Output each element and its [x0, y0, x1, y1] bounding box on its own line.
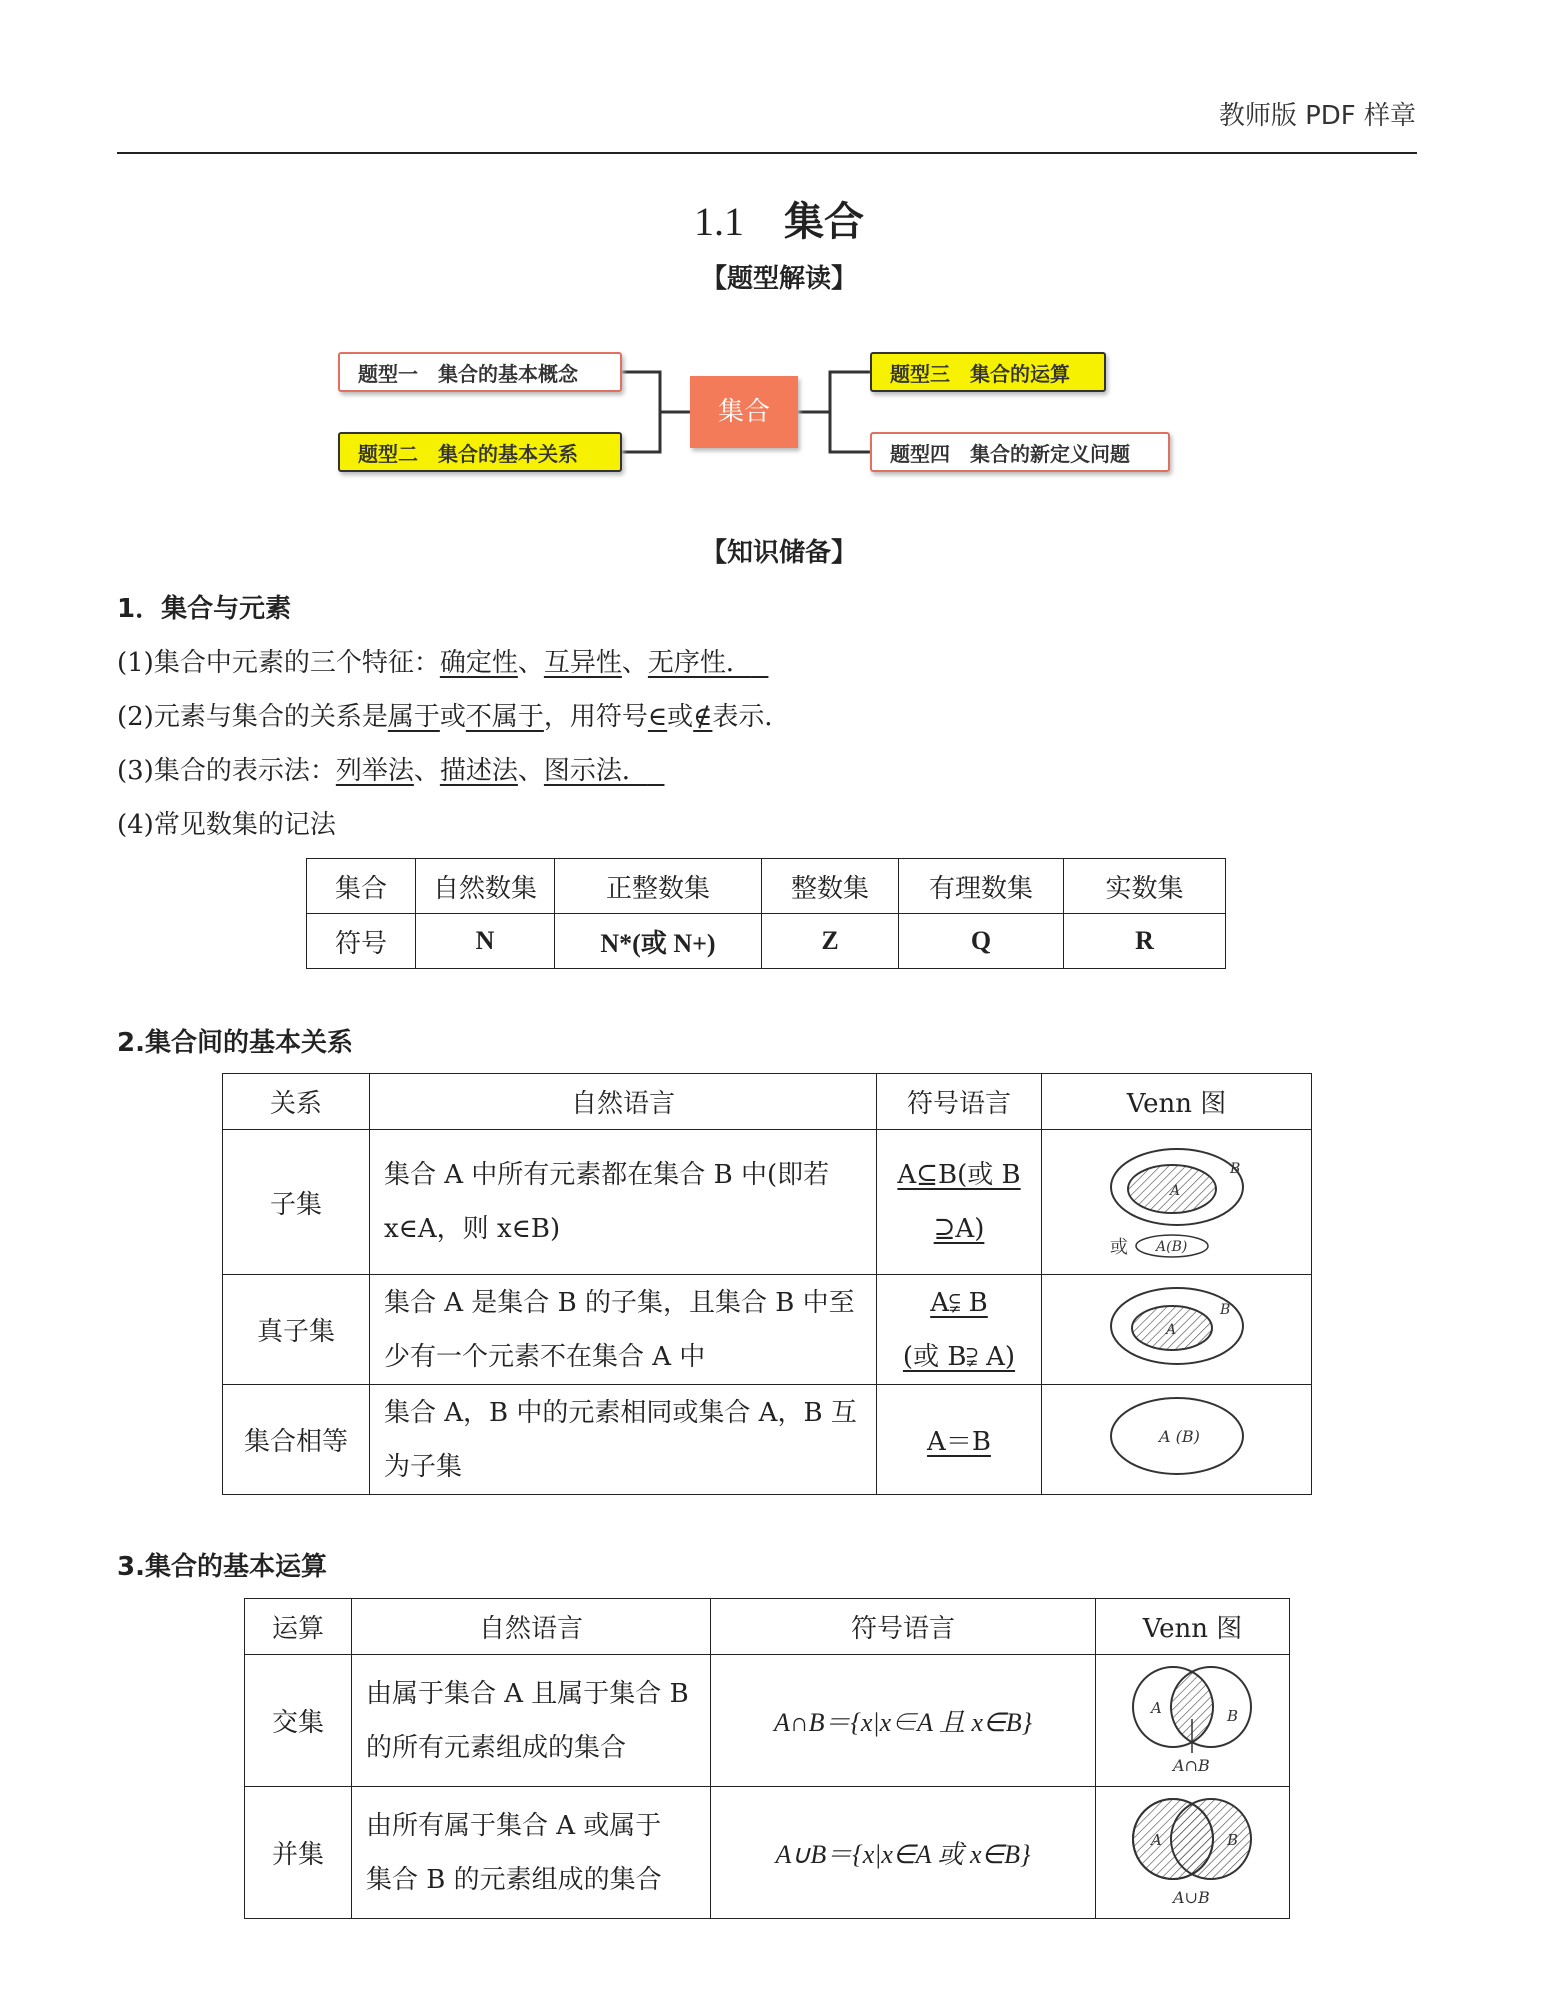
part1-line-3: (3)集合的表示法：列举法、描述法、图示法．	[117, 756, 648, 786]
part1-line-1: (1)集合中元素的三个特征：确定性、互异性、无序性．	[117, 648, 752, 678]
header-stamp: 教师版 PDF 样章	[1218, 101, 1416, 131]
table-row: 并集 由所有属于集合 A 或属于 集合 B 的元素组成的集合 A∪B＝{x|x∈A 或 x∈B} A B A∪B	[245, 1787, 1290, 1919]
part1-line-4: (4)常见数集的记法	[117, 810, 336, 840]
svg-text:B: B	[1229, 1160, 1240, 1177]
svg-text:A (B): A (B)	[1158, 1427, 1200, 1446]
mindmap-type-2: 题型二 集合的基本关系	[338, 432, 622, 472]
svg-text:A: A	[1150, 1831, 1162, 1849]
svg-text:A: A	[1165, 1322, 1176, 1338]
mindmap-type-3: 题型三 集合的运算	[870, 352, 1106, 392]
svg-text:B: B	[1226, 1831, 1238, 1849]
relations-table: 关系 自然语言 符号语言 Venn 图 子集 集合 A 中所有元素都在集合 B 中(即若 x∈A，则 x∈B) A⊆B(或 B ⊇A) A B 或 A(B) 真子集 集合 A 是集合 B 的子集，且集合 B 中至 少有一个元素不在集合 A 中 A⫋ B (或 B⫌ A) A B 集合相等 集合 A，B 中的元素相同或集合 A，B 互 为子集 A＝B A (B)	[222, 1073, 1312, 1495]
table-row: 真子集 集合 A 是集合 B 的子集，且集合 B 中至 少有一个元素不在集合 A 中 A⫋ B (或 B⫌ A) A B	[223, 1275, 1312, 1385]
table-row: 集合相等 集合 A，B 中的元素相同或集合 A，B 互 为子集 A＝B A (B)	[223, 1385, 1312, 1495]
table-row: 子集 集合 A 中所有元素都在集合 B 中(即若 x∈A，则 x∈B) A⊆B(或 B ⊇A) A B 或 A(B)	[223, 1130, 1312, 1275]
operations-table: 运算 自然语言 符号语言 Venn 图 交集 由属于集合 A 且属于集合 B 的所有元素组成的集合 A∩B＝{x|x∈A 且 x∈B} A B A∩B 并集 由所有属于集合 A 或属于 集合 B 的元素组成的集合 A∪B＝{x|x∈A 或 x∈B} A B A∪B	[244, 1598, 1290, 1919]
svg-text:A: A	[1169, 1182, 1180, 1199]
part1-heading: 1．集合与元素	[117, 594, 292, 624]
title-text: 集合	[784, 199, 864, 245]
svg-text:或: 或	[1109, 1236, 1128, 1258]
venn-equal	[1042, 1385, 1312, 1495]
venn-proper-subset	[1042, 1275, 1312, 1385]
part2-heading: 2.集合间的基本关系	[117, 1028, 353, 1058]
types-heading: 【题型解读】	[700, 264, 857, 294]
table-row: 交集 由属于集合 A 且属于集合 B 的所有元素组成的集合 A∩B＝{x|x∈A 且 x∈B} A B A∩B	[245, 1655, 1290, 1787]
mindmap-center: 集合	[690, 376, 798, 448]
venn-subset	[1042, 1130, 1312, 1275]
mindmap-type-4: 题型四 集合的新定义问题	[870, 432, 1170, 472]
part3-heading: 3.集合的基本运算	[117, 1552, 327, 1582]
svg-text:A(B): A(B)	[1155, 1238, 1187, 1255]
svg-text:A∪B: A∪B	[1172, 1888, 1210, 1907]
venn-intersection	[1096, 1655, 1290, 1787]
svg-text:A: A	[1150, 1699, 1162, 1717]
knowledge-heading: 【知识储备】	[700, 538, 857, 568]
venn-union	[1096, 1787, 1290, 1919]
title-number: 1.1	[694, 199, 744, 244]
header-divider	[117, 152, 1417, 154]
number-sets-table: 集合 自然数集 正整数集 整数集 有理数集 实数集 符号 N N*(或 N+) Z Q R	[306, 858, 1226, 969]
svg-text:A∩B: A∩B	[1172, 1756, 1210, 1775]
mindmap	[330, 340, 1190, 490]
mindmap-type-1: 题型一 集合的基本概念	[338, 352, 622, 392]
part1-line-2: (2)元素与集合的关系是属于或不属于，用符号∈或∉表示．	[117, 702, 791, 732]
svg-text:B: B	[1219, 1302, 1230, 1318]
svg-text:B: B	[1226, 1707, 1238, 1725]
page-title	[0, 190, 1558, 247]
